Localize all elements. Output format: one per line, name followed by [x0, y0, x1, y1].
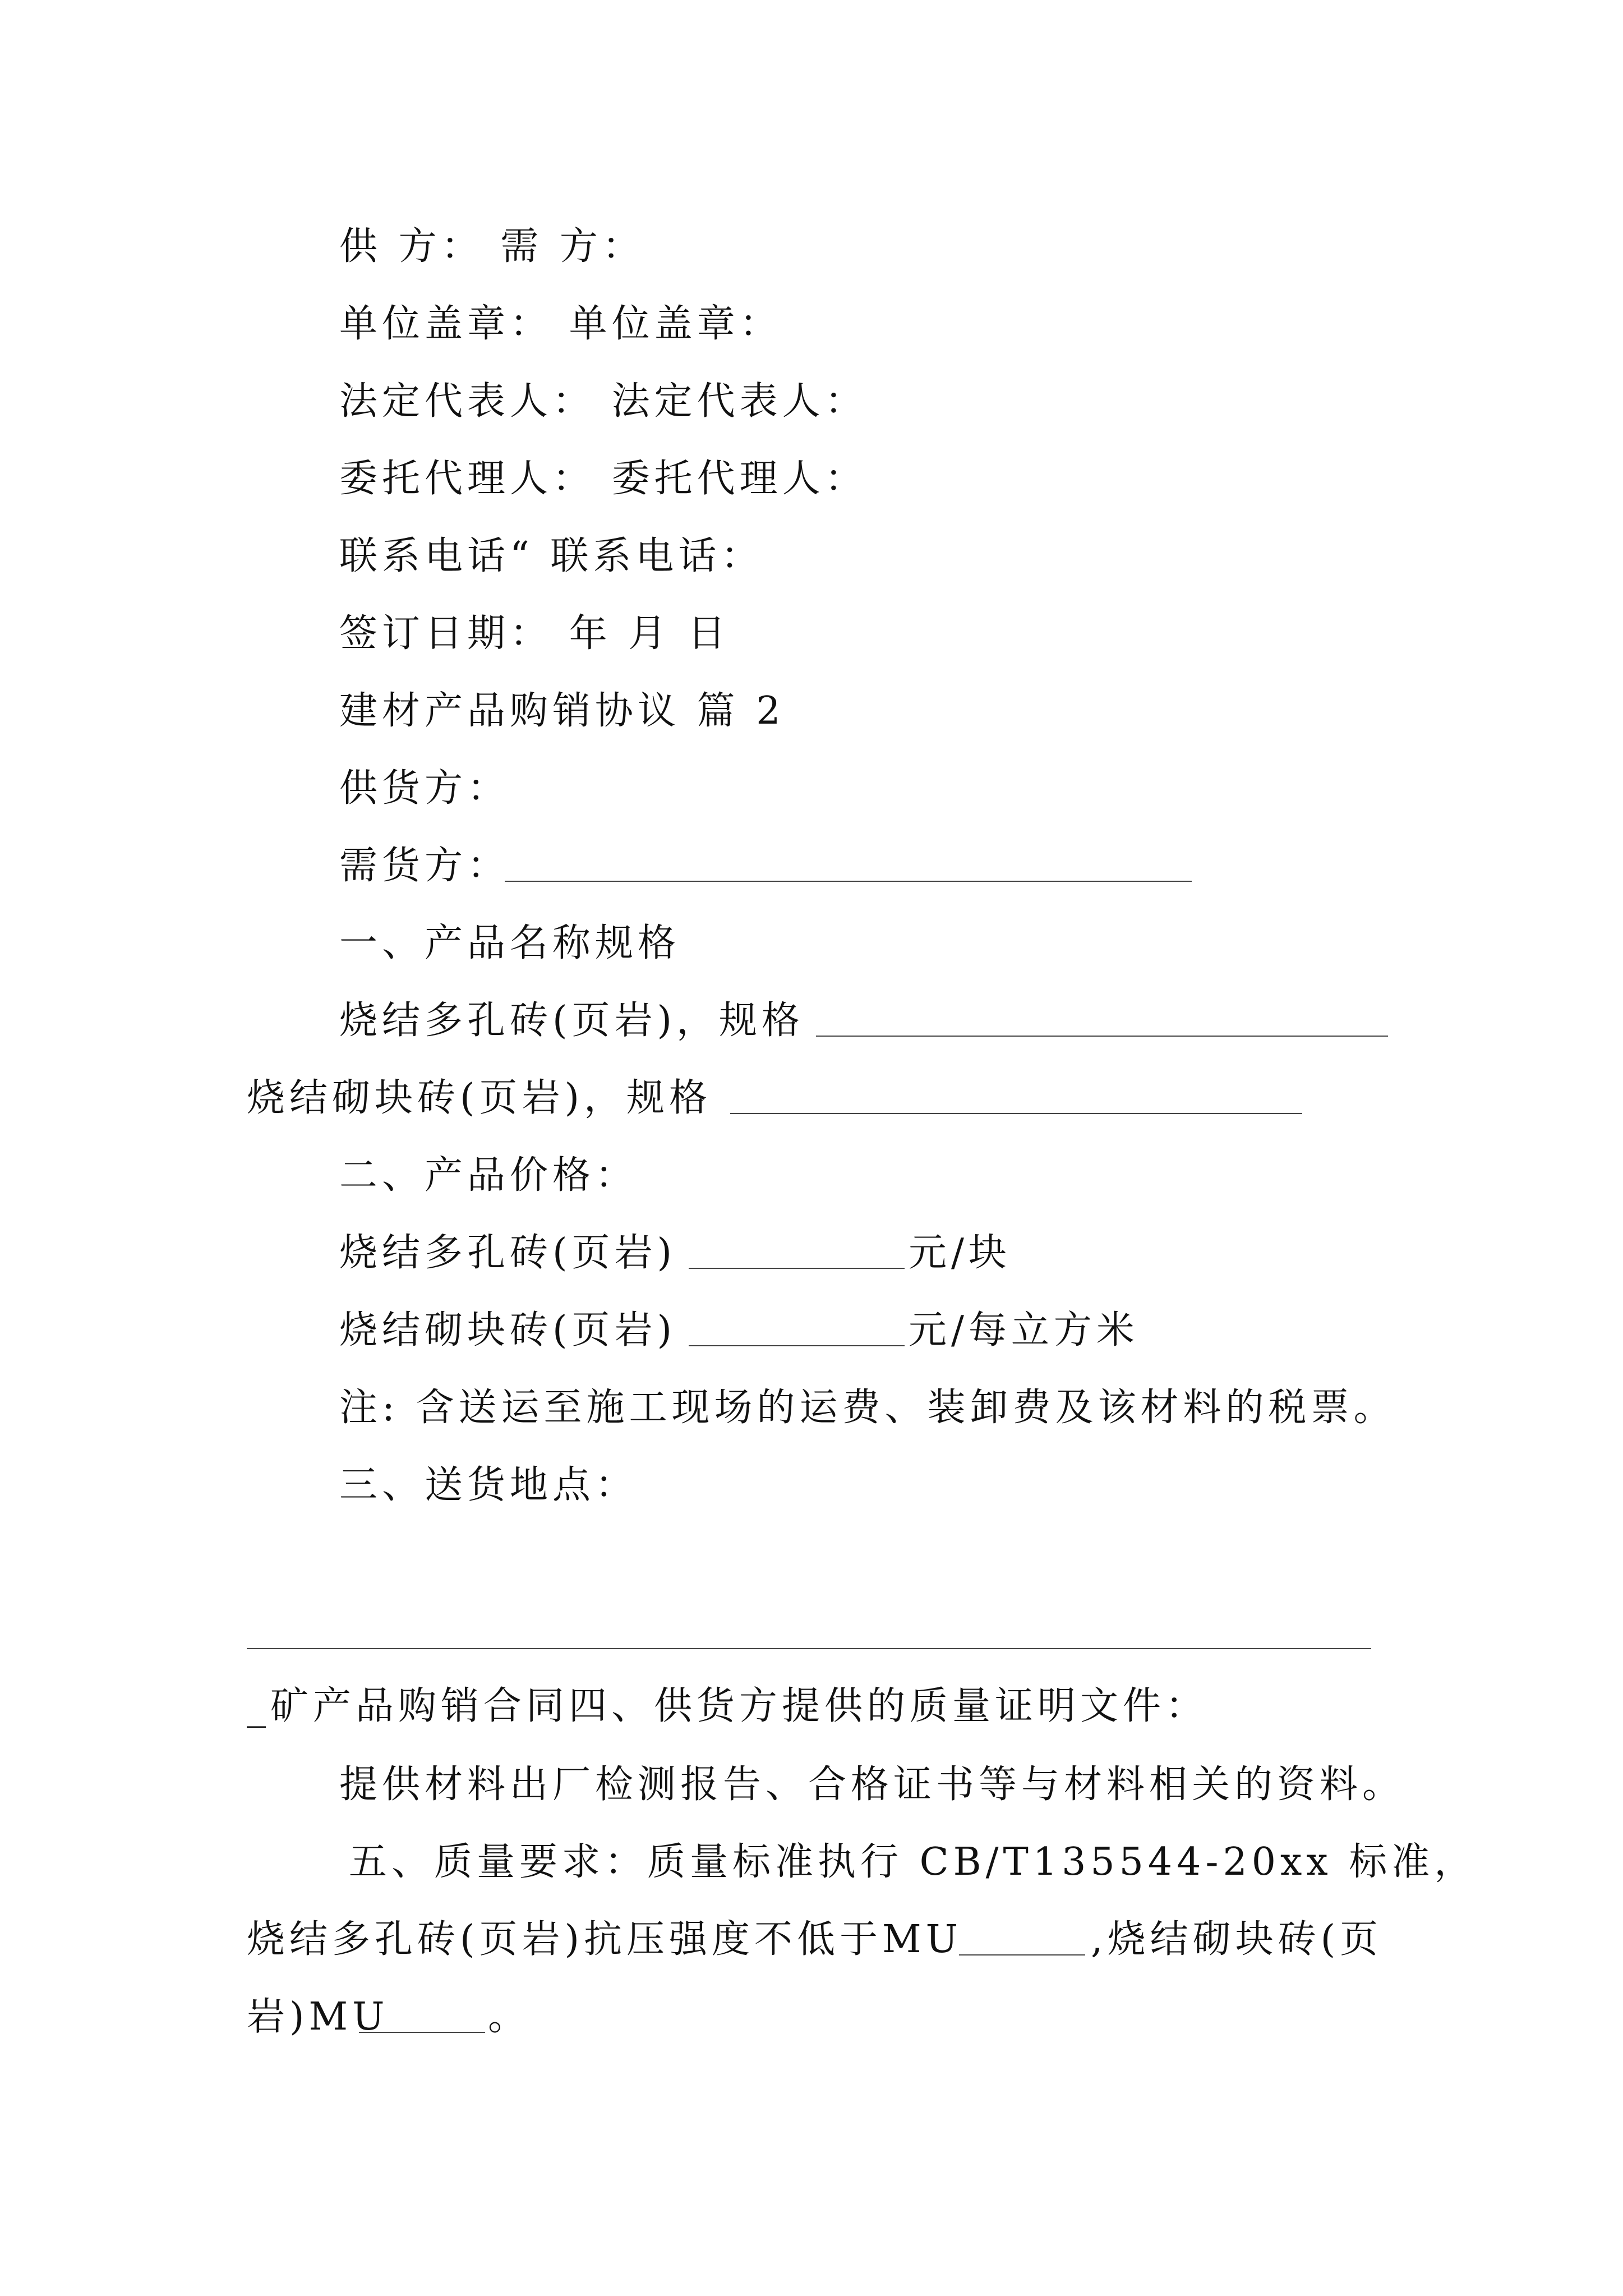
spec-block-brick-blank: [730, 1113, 1302, 1114]
strength-block-brick: ,烧结砌块砖(页: [1091, 1917, 1383, 1962]
buyer-label: 需货方：: [339, 844, 510, 888]
strength-porous-brick: 烧结多孔砖(页岩)抗压强度不低于MU: [247, 1917, 962, 1962]
price-block-brick-unit: 元/每立方米: [909, 1308, 1139, 1352]
agent-line: 委托代理人： 委托代理人：: [339, 457, 868, 501]
heading-quality-docs: _矿产品购销合同四、供货方提供的质量证明文件：: [247, 1684, 1209, 1728]
sign-date-line: 签订日期： 年 月 日: [339, 611, 730, 656]
spec-porous-brick: 烧结多孔砖(页岩)，规格: [339, 999, 805, 1043]
heading-quality-req: 五、质量要求：质量标准执行 CB/T135544-20xx 标准，: [349, 1840, 1477, 1884]
strength-period: 。: [488, 1995, 531, 2039]
spec-block-brick: 烧结砌块砖(页岩)，规格: [247, 1076, 712, 1120]
section-title: 建材产品购销协议 篇 2: [339, 689, 785, 733]
price-porous-brick-blank: [689, 1268, 905, 1269]
quality-docs-text: 提供材料出厂检测报告、合格证书等与材料相关的资料。: [339, 1763, 1405, 1807]
price-block-brick-blank: [689, 1345, 905, 1346]
price-note: 注: 含送运至施工现场的运费、装卸费及该材料的税票。: [339, 1386, 1396, 1430]
strength-block-brick-blank: [359, 2032, 485, 2033]
supplier-label: 供货方：: [339, 766, 510, 811]
supplier-buyer-line: 供 方： 需 方：: [339, 224, 645, 269]
price-porous-brick: 烧结多孔砖(页岩): [339, 1231, 677, 1275]
legal-rep-line: 法定代表人： 法定代表人：: [339, 379, 868, 424]
seal-line: 单位盖章： 单位盖章：: [339, 302, 782, 346]
price-porous-brick-unit: 元/块: [909, 1231, 1011, 1275]
heading-delivery-place: 三、送货地点：: [339, 1463, 638, 1507]
phone-line: 联系电话“ 联系电话：: [339, 534, 764, 578]
strength-porous-brick-blank: [959, 1954, 1085, 1955]
heading-product-spec: 一、产品名称规格: [339, 921, 681, 965]
spec-porous-brick-blank: [816, 1036, 1388, 1037]
heading-product-price: 二、产品价格：: [339, 1153, 638, 1198]
delivery-place-blank: [247, 1648, 1371, 1649]
buyer-blank: [505, 881, 1192, 882]
strength-block-brick-cont: 岩)MU: [247, 1995, 389, 2039]
price-block-brick: 烧结砌块砖(页岩): [339, 1308, 677, 1352]
